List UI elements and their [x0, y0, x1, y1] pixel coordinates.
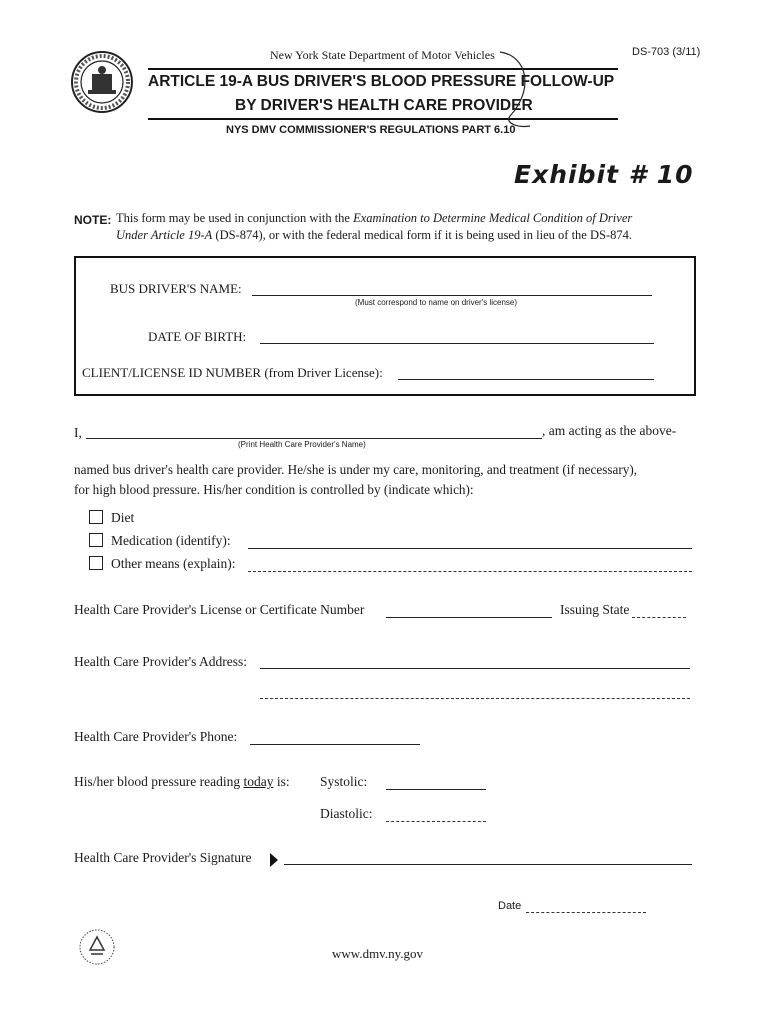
medication-field[interactable]: [248, 548, 692, 549]
date-of-birth-field[interactable]: [260, 343, 654, 344]
header-rule-top: [148, 68, 618, 70]
provider-statement-line3: for high blood pressure. His/her condition is controlled by (indicate which):: [74, 482, 474, 497]
form-title-line1: ARTICLE 19-A BUS DRIVER'S BLOOD PRESSURE FOLLOW-UP: [148, 73, 615, 90]
note-line1-text: This form may be used in conjunction with the: [116, 211, 354, 225]
issuing-state-field[interactable]: [632, 617, 686, 618]
note-line2: [116, 228, 632, 243]
address-field-line2[interactable]: [260, 698, 690, 699]
arrow-right-icon: [268, 852, 280, 868]
provider-name-field[interactable]: [86, 438, 542, 439]
blood-pressure-today: today: [243, 774, 274, 789]
other-means-checkbox[interactable]: [89, 556, 103, 570]
license-number-label: Health Care Provider's License or Certificate Number: [74, 602, 365, 617]
agency-name: New York State Department of Motor Vehicles: [270, 48, 495, 62]
bus-driver-name-hint: (Must correspond to name on driver's license): [355, 298, 518, 307]
provider-name-hint: (Print Health Care Provider's Name): [238, 440, 366, 449]
exhibit-label: Exhibit # 10: [514, 160, 694, 189]
bus-driver-name-label: BUS DRIVER'S NAME:: [110, 281, 242, 296]
blood-pressure-text: His/her blood pressure reading: [74, 774, 244, 789]
note-line1-title: Examination to Determine Medical Condition of Driver: [353, 211, 633, 225]
address-field-line1[interactable]: [260, 668, 690, 669]
note-line2-text: (DS-874), or with the federal medical form if it is being used in lieu of the DS-874.: [212, 228, 632, 242]
recycle-logo-icon: [78, 928, 116, 966]
signature-field[interactable]: [284, 864, 692, 865]
systolic-label: Systolic:: [320, 774, 368, 789]
client-license-id-field[interactable]: [398, 379, 654, 380]
medication-checkbox[interactable]: [89, 533, 103, 547]
form-number: DS-703 (3/11): [632, 46, 701, 58]
provider-acting-text: , am acting as the above-: [542, 423, 677, 438]
phone-label: Health Care Provider's Phone:: [74, 729, 238, 744]
diastolic-label: Diastolic:: [320, 806, 373, 821]
signature-label: Health Care Provider's Signature: [74, 850, 252, 865]
note-label: NOTE:: [74, 213, 112, 227]
handwritten-mark-circle: [480, 50, 540, 130]
client-license-id-label: CLIENT/LICENSE ID NUMBER (from Driver License):: [82, 365, 383, 380]
blood-pressure-is: is:: [273, 774, 290, 789]
systolic-field[interactable]: [386, 789, 486, 790]
note-line2-title: Under Article 19-A: [116, 228, 213, 242]
footer-website: www.dmv.ny.gov: [332, 946, 423, 961]
phone-field[interactable]: [250, 744, 420, 745]
issuing-state-label: Issuing State: [560, 602, 630, 617]
license-number-field[interactable]: [386, 617, 552, 618]
provider-i-label: I,: [74, 425, 82, 440]
other-means-label: Other means (explain):: [111, 556, 236, 571]
diastolic-field[interactable]: [386, 821, 486, 822]
date-field[interactable]: [526, 912, 646, 913]
medication-label: Medication (identify):: [111, 533, 231, 548]
form-subtitle: NYS DMV COMMISSIONER'S REGULATIONS PART 6.10: [226, 124, 516, 136]
provider-statement-line2: named bus driver's health care provider. He/she is under my care, monitoring, and treatment (if necessary),: [74, 462, 638, 477]
nys-seal-icon: [70, 50, 134, 114]
form-title-line2: BY DRIVER'S HEALTH CARE PROVIDER: [235, 97, 533, 114]
header-rule-bottom: [148, 118, 618, 120]
blood-pressure-label: [74, 774, 290, 790]
note-line1: [116, 211, 632, 226]
other-means-field[interactable]: [248, 571, 692, 572]
address-label: Health Care Provider's Address:: [74, 654, 248, 669]
date-label: Date: [498, 900, 522, 912]
diet-label: Diet: [111, 510, 135, 525]
date-of-birth-label: DATE OF BIRTH:: [148, 329, 247, 344]
bus-driver-name-field[interactable]: [252, 295, 652, 296]
diet-checkbox[interactable]: [89, 510, 103, 524]
